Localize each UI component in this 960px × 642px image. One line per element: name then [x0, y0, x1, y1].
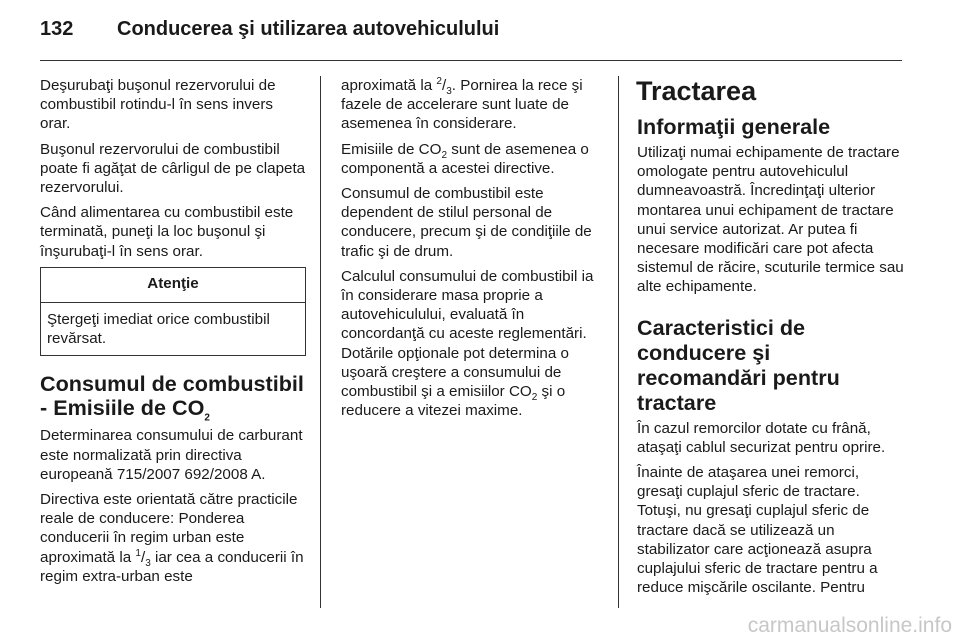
chapter-title: Conducerea şi utilizarea autovehiculului: [117, 18, 500, 40]
column-middle: [341, 76, 607, 426]
paragraph-refit-cap: Când alimentarea cu combustibil este terminată, puneţi la loc buşonul şi înşurubaţi-l în sens orar.: [40, 204, 294, 260]
section-heading-driving-characteristics: Caracteristici de conducere şi recomandări pentru tractare: [637, 314, 840, 415]
paragraph-towing-equipment: Utilizaţi numai echipamente de tractare omologate pentru autovehiculul dumneavoastră. Încredinţaţi ulterior montarea unui echipament de tractare unui service autorizat. Ar putea fi necesare modificări care pot afecta sistemul de răcire, scuturile termice sau alte echipamente.: [637, 144, 904, 296]
column-divider-right: [618, 76, 619, 608]
header-divider: [40, 60, 902, 61]
page-number: 132: [40, 18, 74, 40]
paragraph-cold-start: aproximată la $^2/_3$. Pornirea la rece şi fazele de accelerare sunt luate de asemenea în considerare.: [341, 75, 583, 133]
page-header: [40, 14, 920, 48]
watermark: carmanualsonline.info: [747, 614, 952, 637]
paragraph-directive: Determinarea consumului de carburant este normalizată prin directiva europeană 715/2007 692/2008 A.: [40, 427, 303, 483]
paragraph-unscrew-cap: Deşurubaţi buşonul rezervorului de combustibil rotindu-l în sens invers orar.: [40, 77, 276, 133]
paragraph-co2-emissions: Emisiile de $CO_2$ sunt de asemenea o componentă a acestei directive.: [341, 140, 589, 177]
caution-title: Atenţie: [41, 268, 305, 303]
caution-box: [40, 267, 306, 357]
paragraph-grease-coupling: Înainte de ataşarea unei remorci, gresaţi cuplajul sferic de tractare. Totuşi, nu gresaţi cuplajul sferic de tractare dacă se utilizează un stabilizator care acţionează asupra cuplajului sferic de tractare pentru a reduce mişcările oscilante. Pentru: [637, 464, 878, 597]
paragraph-braked-trailers: În cazul remorcilor dotate cu frână, ataşaţi cablul securizat pentru oprire.: [637, 419, 886, 456]
paragraph-vehicle-mass: Calculul consumului de combustibil ia în considerare masa proprie a autovehiculului, evaluată în concordanţă cu aceste reglementări. Dotările opţionale pot determina o uşoară creştere a consumului de combustibil şi a emisiilor $CO_2$ şi o reducere a vitezei maxime.: [341, 267, 594, 420]
column-right: [637, 76, 905, 603]
paragraph-driving-practice: Directiva este orientată către practicile reale de conducere: Ponderea conducerii în regim urban este aproximată la $^1/_3$ iar cea a conducerii în regim extra-urban este: [40, 491, 304, 585]
paragraph-hang-cap: Buşonul rezervorului de combustibil poate fi agăţat de cârligul de pe clapeta rezervorului.: [40, 140, 306, 197]
paragraph-driving-style: Consumul de combustibil este dependent de stilul personal de conducere, precum şi de condiţiile de trafic şi de drum.: [341, 185, 592, 260]
column-divider-left: [320, 76, 321, 608]
chapter-heading-towing: Tractarea: [636, 76, 757, 106]
column-left: [40, 76, 306, 592]
section-heading-fuel-consumption: Consumul de combustibil - Emisiile de $CO_2$: [40, 371, 304, 424]
section-heading-general-info: Informaţii generale: [637, 114, 831, 139]
caution-text: Ştergeţi imediat orice combustibil revărsat.: [47, 311, 270, 348]
